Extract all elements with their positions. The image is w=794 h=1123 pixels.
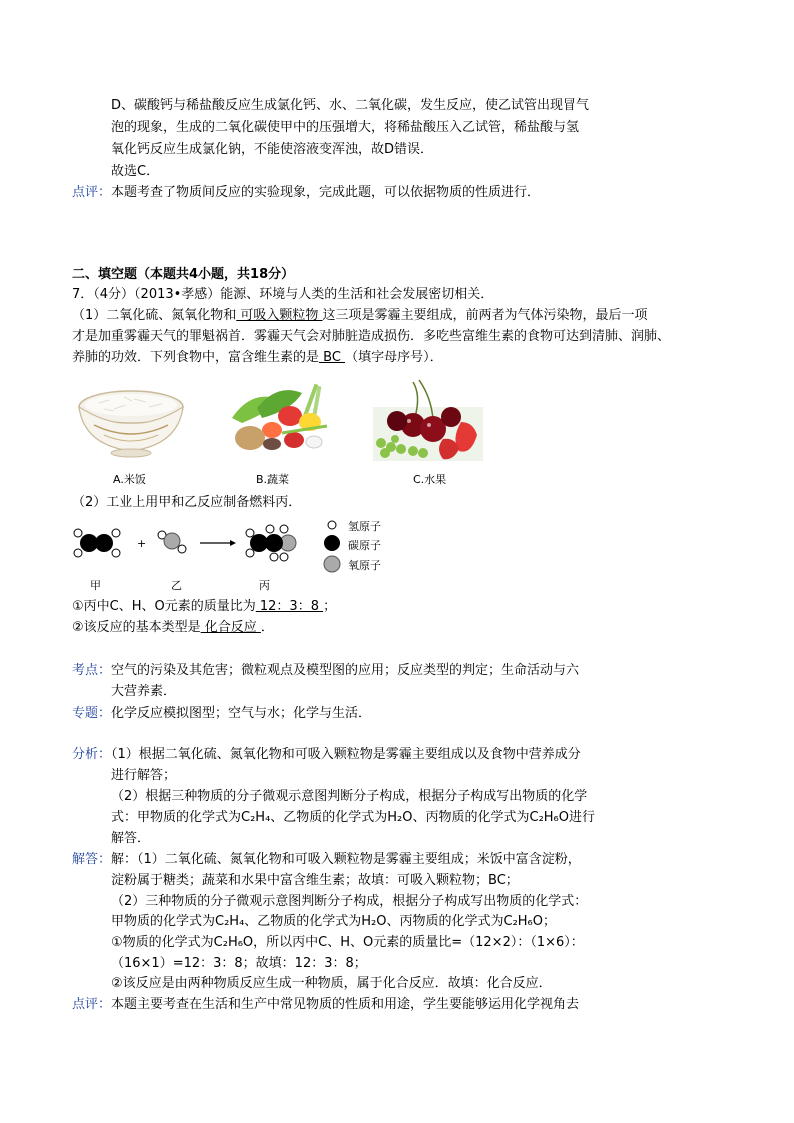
- question-7-part1-line1: [72, 307, 648, 325]
- comment2-label: 点评：: [72, 997, 112, 1012]
- sub1-text-b: ；: [323, 599, 337, 614]
- caption-rice: A.米饭: [113, 473, 146, 486]
- answer-blank-particulates: 可吸入颗粒物: [236, 308, 323, 323]
- sub1-text-a: ①丙中C、H、O元素的质量比为: [72, 599, 256, 614]
- svg-text:+: +: [137, 537, 147, 550]
- reaction-diagram: [70, 515, 310, 565]
- answer-blank-mass-ratio: 12：3：8: [255, 599, 324, 614]
- kaodian-label: 考点：: [72, 663, 112, 678]
- molecule-bing: [246, 525, 296, 561]
- fenxi-line5: 解答．: [111, 831, 151, 846]
- comment-2: [72, 996, 579, 1014]
- question-7-part2: （2）工业上用甲和乙反应制备燃料丙．: [72, 495, 302, 510]
- d-option-line1: D、碳酸钙与稀盐酸反应生成氯化钙、水、二氧化碳，发生反应，使乙试管出现冒气: [111, 98, 590, 113]
- zhuanti-label: 专题：: [72, 706, 112, 721]
- legend-symbols: [322, 515, 346, 575]
- q7-p1-text-b: 这三项是雾霾主要组成，前两者为气体污染物，最后一项: [322, 308, 648, 323]
- jieda-line2: 淀粉属于糖类；蔬菜和水果中富含维生素；故填：可吸入颗粒物；BC；: [111, 873, 519, 888]
- fenxi-line3: （2）根据三种物质的分子微观示意图判断分子构成，根据分子构成写出物质的化学: [111, 789, 588, 804]
- legend-carbon: 碳原子: [348, 539, 381, 552]
- fenxi-label: 分析：: [72, 747, 112, 762]
- jieda-label: 解答：: [72, 852, 112, 867]
- comment-1: [72, 184, 540, 202]
- d-option-line3: 氧化钙反应生成氯化钠，不能使溶液变浑浊，故D错误．: [111, 142, 434, 157]
- jieda-line1: [72, 851, 581, 869]
- fenxi-text1: （1）根据二氧化硫、氮氧化物和可吸入颗粒物是雾霾主要组成以及食物中营养成分: [111, 747, 581, 762]
- conclusion-line: 故选C．: [111, 164, 160, 179]
- molecule-jia: [74, 529, 120, 557]
- answer-blank-reaction-type: 化合反应: [200, 620, 261, 635]
- answer-blank-bc: BC: [319, 350, 346, 365]
- jieda-line4: 甲物质的化学式为C₂H₄、乙物质的化学式为H₂O、丙物质的化学式为C₂H₆O；: [111, 914, 557, 929]
- q7-p1-line3-b: （填字母序号）．: [345, 350, 443, 365]
- vegetables-image: [222, 378, 337, 460]
- jieda-text1: 解：（1）二氧化硫、氮氧化物和可吸入颗粒物是雾霾主要组成；米饭中富含淀粉，: [111, 852, 581, 867]
- sub2-text-a: ②该反应的基本类型是: [72, 620, 201, 635]
- zhuanti-text: 化学反应模拟图型；空气与水；化学与生活．: [111, 706, 372, 721]
- label-yi: 乙: [171, 579, 182, 592]
- zhuanti-line: [72, 705, 371, 723]
- label-bing: 丙: [259, 579, 270, 592]
- kaodian-text: 空气的污染及其危害；微粒观点及模型图的应用；反应类型的判定；生命活动与六: [111, 663, 580, 678]
- sub-question-1: [72, 598, 336, 616]
- fenxi-line1: [72, 746, 581, 764]
- sub-question-2: [72, 619, 274, 637]
- kaodian-line2: 大营养素．: [111, 684, 177, 699]
- jieda-line7: ②该反应是由两种物质反应生成一种物质，属于化合反应．故填：化合反应．: [111, 976, 552, 991]
- jieda-line5: ①物质的化学式为C₂H₆O，所以丙中C、H、O元素的质量比=（12×2）：（1×6）：: [111, 935, 584, 950]
- question-7-part1-line3: [72, 349, 443, 367]
- question-7-part1-line2: 才是加重雾霾天气的罪魁祸首．雾霾天气会对肺脏造成损伤．多吃些富维生素的食物可达到清肺、润肺、: [72, 329, 671, 344]
- comment-label: 点评：: [72, 185, 112, 200]
- section-title: 二、填空题（本题共4小题，共18分）: [72, 267, 295, 282]
- comment-text: 本题考查了物质间反应的实验现象，完成此题，可以依据物质的性质进行．: [111, 185, 541, 200]
- caption-fruit: C.水果: [413, 473, 447, 486]
- kaodian-line1: [72, 662, 579, 680]
- d-option-line2: 泡的现象，生成的二氧化碳使甲中的压强增大，将稀盐酸压入乙试管，稀盐酸与氢: [111, 120, 580, 135]
- label-jia: 甲: [90, 579, 101, 592]
- legend-hydrogen: 氢原子: [348, 520, 381, 533]
- fenxi-line2: 进行解答；: [111, 768, 177, 783]
- caption-vegetables: B.蔬菜: [256, 473, 290, 486]
- legend-oxygen: 氧原子: [348, 559, 381, 572]
- comment2-text: 本题主要考查在生活和生产中常见物质的性质和用途，学生要能够运用化学视角去: [111, 997, 580, 1012]
- jieda-line6: （16×1）=12：3：8；故填：12：3：8；: [111, 956, 367, 971]
- fruit-image: [373, 377, 483, 461]
- question-7-head: 7．（4分）（2013•孝感）能源、环境与人类的生活和社会发展密切相关．: [72, 287, 494, 302]
- jieda-line3: （2）三种物质的分子微观示意图判断分子构成，根据分子构成写出物质的化学式：: [111, 894, 588, 909]
- q7-p1-text-a: （1）二氧化硫、氮氧化物和: [72, 308, 237, 323]
- rice-bowl-image: [74, 385, 189, 460]
- fenxi-line4: 式：甲物质的化学式为C₂H₄、乙物质的化学式为H₂O、丙物质的化学式为C₂H₆O进行: [111, 810, 596, 825]
- molecule-yi: [158, 531, 186, 553]
- q7-p1-line3-a: 养肺的功效．下列食物中，富含维生素的是: [72, 350, 320, 365]
- sub2-text-b: ．: [260, 620, 274, 635]
